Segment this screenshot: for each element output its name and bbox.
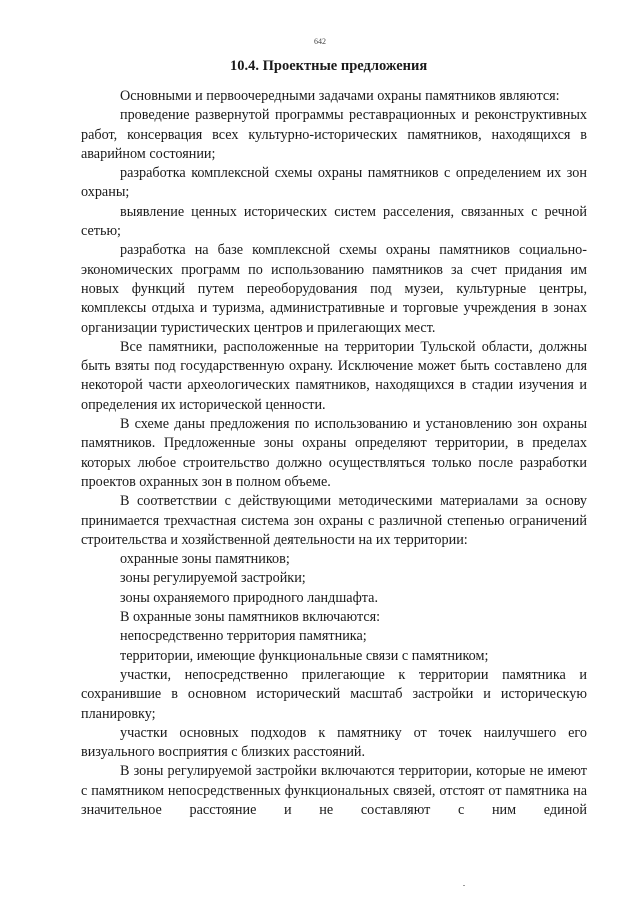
- body-text: [81, 87, 587, 820]
- paragraph: В схеме даны предложения по использованию и установлению зон охраны памятников. Предложенные зоны охраны определяют территории, в пределах которых любое строительство должно осуществляться только после разработки проектов охранных зон в полном объеме.: [81, 416, 587, 490]
- paragraph: Все памятники, расположенные на территории Тульской области, должны быть взяты под государственную охрану. Исключение может быть составлено для некоторой части археологических памятников, находящихся в стадии изучения и определения их исторической ценности.: [81, 338, 587, 413]
- paragraph: В зоны регулируемой застройки включаются территории, которые не имеют с памятником непосредственных функциональных связей, отстоят от памятника на значительное расстояние и не составляют с ним единой: [81, 763, 587, 818]
- section-heading: 10.4. Проектные предложения: [230, 58, 428, 74]
- list-item: участки, непосредственно прилегающие к территории памятника и сохранившие в основном исторический масштаб застройки и историческую планировку;: [81, 666, 587, 722]
- paragraph: В охранные зоны памятников включаются:: [120, 609, 381, 626]
- paragraph: В соответствии с действующими методическими материалами за основу принимается трехчастная система зон охраны с различной степенью ограничений строительства и хозяйственной деятельности на их территории:: [81, 493, 587, 548]
- list-item: охранные зоны памятников;: [120, 551, 290, 568]
- page-number: 642: [314, 37, 326, 46]
- paragraph: Основными и первоочередными задачами охраны памятников являются:: [120, 88, 560, 104]
- paragraph: разработка комплексной схемы охраны памятников с определением их зон охраны;: [81, 165, 587, 201]
- scan-speck: [463, 885, 465, 886]
- paragraph: выявление ценных исторических систем расселения, связанных с речной сетью;: [81, 203, 587, 240]
- paragraph: разработка на базе комплексной схемы охраны памятников социально-экономических программ по использованию памятников за счет придания им новых функций путем переоборудования под музеи, культурные центры, комплексы отдыха и туризма, административные и торговые учреждения в зонах организации туристических центров и прилегающих мест.: [81, 242, 587, 336]
- list-item: непосредственно территория памятника;: [120, 628, 367, 645]
- list-item: территории, имеющие функциональные связи с памятником;: [120, 647, 489, 664]
- list-item: зоны регулируемой застройки;: [120, 570, 306, 587]
- paragraph: проведение развернутой программы реставрационных и реконструктивных работ, консервация всех культурно-исторических памятников, находящихся в аварийном состоянии;: [81, 107, 587, 162]
- list-item: участки основных подходов к памятнику от точек наилучшего его визуального восприятия с близких расстояний.: [81, 724, 587, 761]
- list-item: зоны охраняемого природного ландшафта.: [120, 589, 378, 606]
